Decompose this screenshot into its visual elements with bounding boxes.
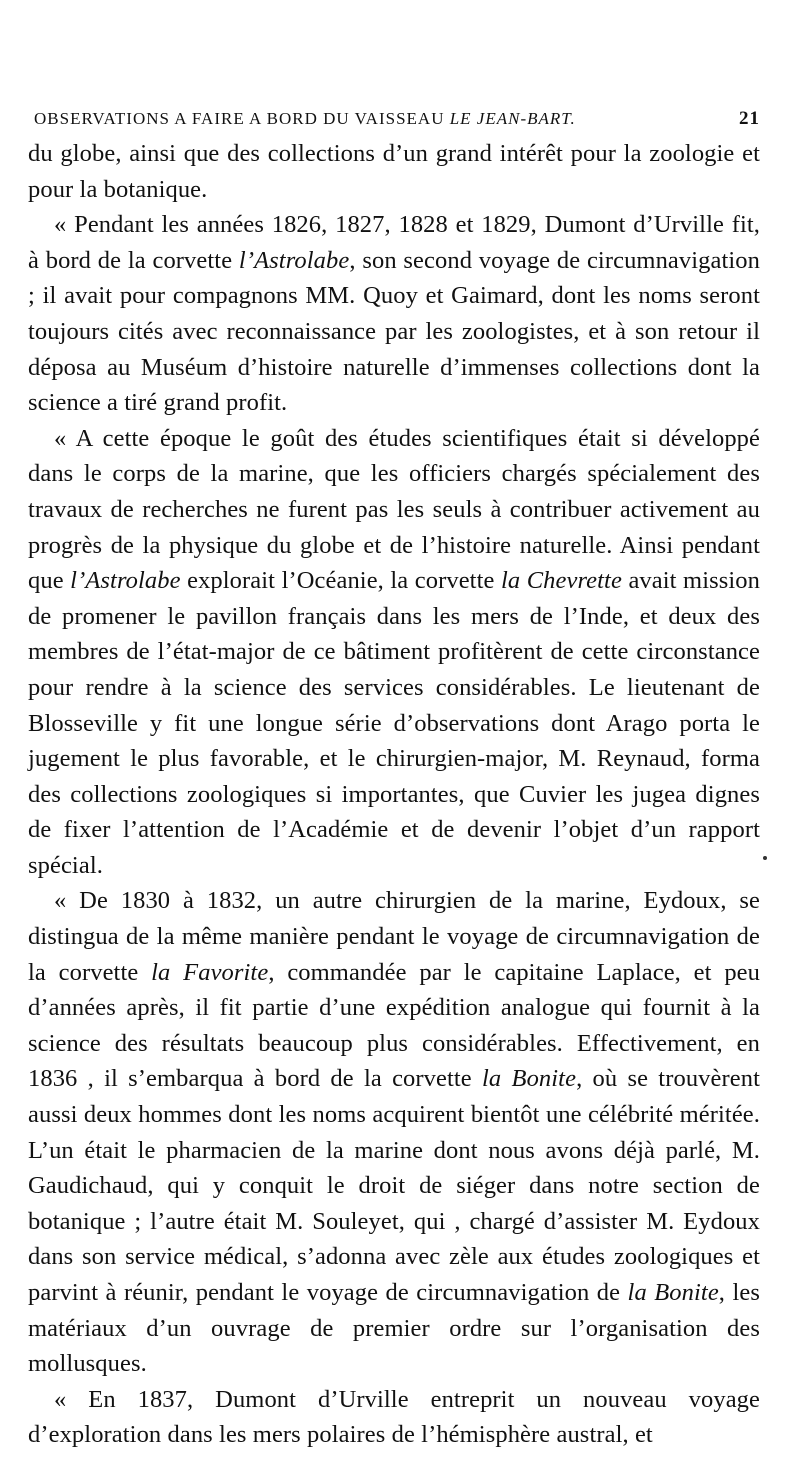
text-run: explorait l’Océanie, la corvette <box>180 567 501 595</box>
paragraph <box>28 207 760 421</box>
paragraph <box>28 1382 760 1453</box>
book-page <box>28 108 760 1453</box>
italic-title: la Bonite <box>482 1065 577 1093</box>
running-header <box>28 108 760 136</box>
italic-title: l’Astrolabe <box>238 246 350 274</box>
paragraph <box>28 421 760 884</box>
paragraph <box>28 883 760 1381</box>
italic-title: la Favorite <box>151 958 269 986</box>
italic-title: la Chevrette <box>500 567 622 595</box>
text-run: « A cette époque le goût des études scientifiques était si développé dans le corps de la marine, que les officiers chargés spécialement des travaux de recherches ne furent pas les seuls à contribuer activement au progrès de la physique du globe et de l’histoire naturelle. Ainsi pendant que <box>28 424 760 595</box>
italic-title: l’Astrolabe <box>70 567 181 595</box>
text-run: « De 1830 à 1832, un autre chirurgien de la marine, Eydoux, se distingua de la même manière pendant le voyage de circumnavigation de la corvette <box>28 887 760 986</box>
text-run: « En 1837, Dumont d’Urville entreprit un nouveau voyage d’exploration dans les mers polaires de l’hémisphère austral, et <box>28 1385 760 1449</box>
running-title-ship: LE JEAN-BART. <box>449 109 576 128</box>
body-text <box>28 136 760 1453</box>
stray-ink-dot <box>763 856 767 860</box>
text-run: du globe, ainsi que des collections d’un grand intérêt pour la zoologie et pour la botanique. <box>28 140 760 203</box>
italic-title: la Bonite <box>627 1279 719 1306</box>
text-run: avait mission de promener le pavillon français dans les mers de l’Inde, et deux des membres de l’état-major de ce bâtiment profitèrent de cette circonstance pour rendre à la science des services considérables. Le lieutenant de Blosseville y fit une longue série d’observations dont Arago porta le jugement le plus favorable, et le chirurgien-major, M. Reynaud, forma des collections zoologiques si importantes, que Cuvier les jugea dignes de fixer l’attention de l’Académie et de devenir l’objet d’un rapport spécial. <box>28 567 760 879</box>
text-run: , son second voyage de circumnavigation ; il avait pour compagnons MM. Quoy et Gaimard, dont les noms seront toujours cités avec reconnaissance par les zoologistes, et à son retour il déposa au Muséum d’histoire naturelle d’immenses collections dont la science a tiré grand profit. <box>28 246 760 417</box>
text-run: , où se trouvèrent aussi deux hommes dont les noms acquirent bientôt une célébrité méritée. L’un était le pharmacien de la marine dont nous avons déjà parlé, M. Gaudichaud, qui y conquit le droit de siéger dans notre section de botanique ; l’autre était M. Souleyet, qui , chargé d’assister M. Eydoux dans son service médical, s’adonna avec zèle aux études zoologiques et parvint à réunir, pendant le voyage de circumnavigation de <box>28 1065 760 1306</box>
text-run: « Pendant les années 1826, 1827, 1828 et 1829, Dumont d’Urville fit, à bord de la corvette <box>28 211 760 274</box>
running-title-prefix: OBSERVATIONS A FAIRE A BORD DU VAISSEAU <box>34 109 450 128</box>
page-number: 21 <box>739 108 760 129</box>
paragraph-continuation <box>28 136 760 207</box>
text-run: , les matériaux d’un ouvrage de premier ordre sur l’organisation des mollusques. <box>28 1279 760 1378</box>
text-run: , commandée par le capitaine Laplace, et peu d’années après, il fit partie d’une expédition analogue qui fournit à la science des résultats beaucoup plus considérables. Effectivement, en 1836 , il s’embarqua à bord de la corvette <box>28 958 760 1093</box>
running-title <box>34 109 576 129</box>
